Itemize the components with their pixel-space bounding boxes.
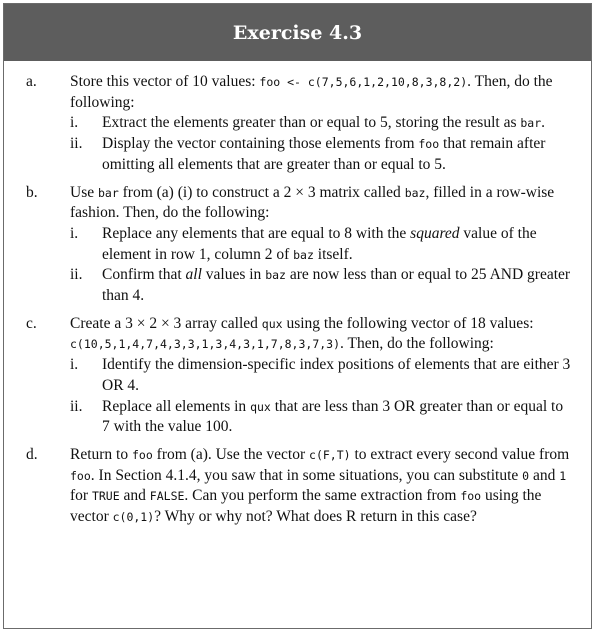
text: . [541, 114, 546, 132]
emphasis: squared [410, 224, 460, 242]
text: for [70, 487, 92, 505]
subitem-text [102, 265, 573, 306]
code: 0 [522, 468, 530, 483]
text: Replace any elements that are equal to 8 with the [102, 224, 411, 242]
subitem-text [102, 134, 573, 175]
code: TRUE [91, 489, 120, 504]
subitem-a-ii [70, 134, 573, 175]
text: , filled in a row-wise fashion. Then, do the following: [70, 183, 555, 222]
subitem-marker: ii. [70, 397, 83, 415]
subitem-b-i [70, 224, 573, 265]
code: baz [293, 247, 314, 262]
text: Replace all elements in [102, 397, 251, 415]
item-marker: d. [26, 445, 38, 463]
text: are now less than or equal to 25 AND greater than 4. [102, 266, 571, 305]
text: Confirm that [102, 266, 186, 284]
item-body [70, 445, 573, 528]
subitem-marker: i. [70, 114, 79, 132]
subitem-marker: i. [70, 356, 79, 374]
text: to extract every second value from [350, 445, 570, 463]
code: baz [265, 268, 286, 283]
item-body [70, 314, 573, 438]
subitem-text [102, 224, 573, 265]
subitem-marker: ii. [70, 266, 83, 284]
code: c(F,T) [309, 447, 351, 462]
text: Extract the elements greater than or equal to 5, storing the result as [102, 114, 521, 132]
code: bar [520, 116, 542, 131]
code: qux [250, 399, 271, 414]
code: foo [132, 447, 153, 462]
item-a [26, 72, 573, 176]
text: . Can you perform the same extraction from [184, 487, 461, 505]
text: Identify the dimension-specific index positions of elements that are either 3 OR 4. [102, 356, 571, 394]
code: c(0,1) [112, 510, 155, 525]
emphasis: all [185, 266, 202, 284]
exercise-box [3, 3, 592, 629]
subitem-text [102, 397, 573, 438]
text: ? Why or why not? What does R return in this case? [154, 508, 477, 526]
code: baz [404, 185, 426, 200]
code: FALSE [149, 489, 185, 504]
exercise-header [4, 4, 591, 61]
code: bar [97, 185, 119, 200]
item-body [70, 183, 573, 307]
subitem-text [102, 113, 573, 134]
item-marker: b. [26, 183, 38, 201]
text: using the vector [70, 487, 542, 526]
text: itself. [313, 245, 353, 263]
code: foo [418, 137, 440, 152]
subitem-b-ii [70, 265, 573, 306]
text: . Then, do the following: [70, 73, 553, 111]
text: value of the element in row 1, column 2 of [102, 224, 537, 263]
text: Create a 3 × 2 × 3 array called [70, 314, 262, 332]
text: from (a). Use the vector [152, 445, 310, 463]
item-text [70, 72, 573, 113]
text: that are less than 3 OR greater than or equal to 7 with the value 100. [102, 397, 564, 436]
text: Display the vector containing those elements from [102, 135, 419, 153]
text: Use [70, 183, 98, 201]
item-marker: a. [26, 73, 37, 90]
text: that remain after omitting all elements that are greater than or equal to 5. [102, 135, 546, 173]
subitem-c-i [70, 355, 573, 396]
code: foo [460, 489, 482, 504]
subitem-c-ii [70, 397, 573, 438]
code: foo <- c(7,5,6,1,2,10,8,3,8,2) [259, 75, 468, 89]
item-body [70, 72, 573, 176]
code: c(10,5,1,4,7,4,3,3,1,3,4,3,1,7,8,3,7,3) [70, 337, 341, 352]
code: 1 [559, 468, 567, 483]
item-text [70, 183, 573, 224]
item-text [70, 445, 573, 528]
text: . Then, do the following: [340, 335, 494, 353]
exercise-title: Exercise 4.3 [232, 21, 363, 44]
text: and [529, 466, 560, 484]
text: values in [201, 266, 266, 284]
subitem-text [102, 355, 573, 396]
text: Store this vector of 10 values: [70, 73, 260, 90]
subitem-marker: i. [70, 224, 79, 242]
code: qux [261, 316, 283, 331]
subitem-a-i [70, 113, 573, 134]
text: from (a) (i) to construct a 2 × 3 matrix called [118, 183, 405, 201]
code: foo [70, 468, 91, 483]
text: Return to [70, 445, 132, 463]
text: . In Section 4.1.4, you saw that in some situations, you can substitute [90, 466, 523, 484]
item-text [70, 314, 573, 355]
item-marker: c. [26, 314, 37, 332]
text: using the following vector of 18 values: [282, 314, 534, 332]
text: and [119, 487, 150, 505]
item-d [26, 445, 573, 528]
item-b [26, 183, 573, 307]
item-c [26, 314, 573, 438]
exercise-content [4, 61, 591, 528]
subitem-marker: ii. [70, 135, 83, 153]
